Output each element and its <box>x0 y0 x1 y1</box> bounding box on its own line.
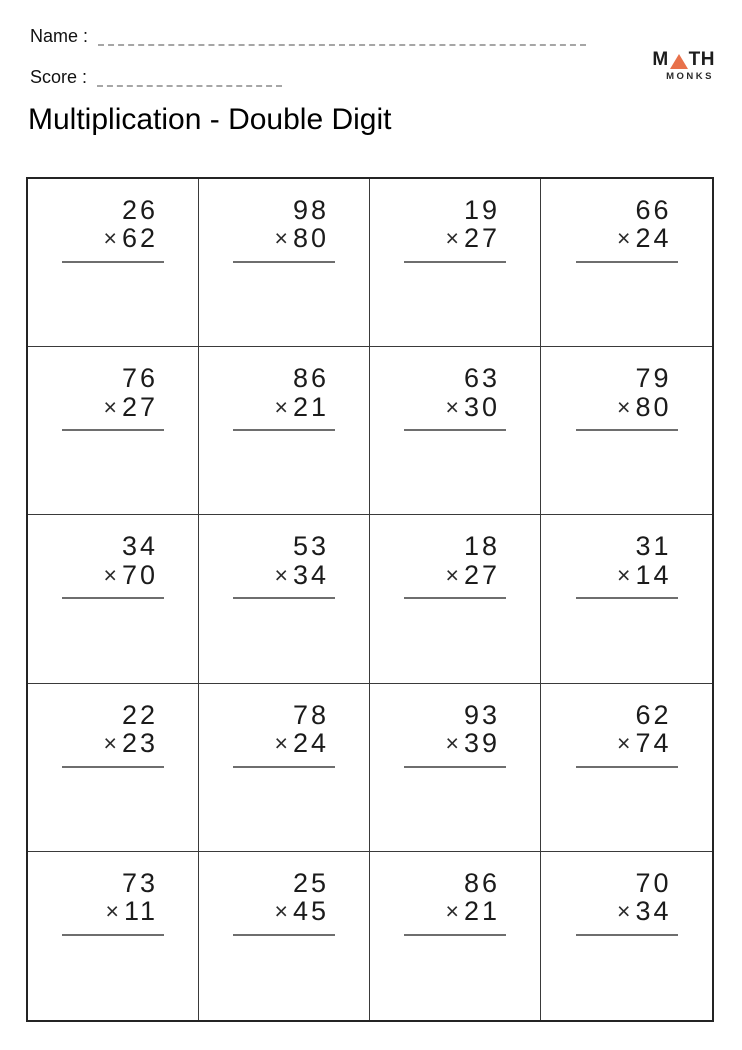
problem-cell <box>28 347 199 515</box>
multiplicand: 78 <box>292 699 329 730</box>
multiply-sign: × <box>274 729 288 756</box>
answer-line <box>576 766 678 768</box>
score-field-row <box>30 67 282 89</box>
multiplicand: 26 <box>121 195 158 225</box>
multiplier-row <box>233 393 335 423</box>
multiplier: 11 <box>123 896 158 927</box>
answer-line <box>576 429 678 431</box>
multiplication-problem <box>576 701 678 768</box>
multiplication-problem <box>576 364 678 431</box>
multiplicand: 63 <box>463 363 500 394</box>
multiplier-row <box>404 224 506 254</box>
problem-cell <box>199 347 370 515</box>
answer-line <box>576 261 678 263</box>
answer-line <box>233 429 335 431</box>
name-field-row <box>30 26 586 48</box>
multiplier-row <box>62 393 164 423</box>
answer-line <box>62 934 164 936</box>
multiply-sign: × <box>274 898 288 925</box>
multiplicand: 76 <box>121 363 158 394</box>
multiply-sign: × <box>445 225 459 252</box>
multiplication-problem <box>233 532 335 599</box>
multiplier: 27 <box>121 391 158 422</box>
multiplier-row <box>233 897 335 927</box>
multiplicand: 62 <box>635 699 672 730</box>
answer-line <box>62 429 164 431</box>
multiplier-row <box>233 729 335 759</box>
multiply-sign: × <box>274 561 288 588</box>
multiplier: 24 <box>635 223 672 254</box>
multiplicand: 66 <box>635 195 672 225</box>
page-title: Multiplication - Double Digit <box>28 103 392 136</box>
multiplicand: 22 <box>121 699 158 730</box>
multiplier: 23 <box>121 727 158 758</box>
problem-cell <box>370 684 541 852</box>
multiply-sign: × <box>274 225 288 252</box>
multiplier: 21 <box>463 896 500 927</box>
problem-cell <box>199 515 370 683</box>
multiply-sign: × <box>617 561 631 588</box>
answer-line <box>233 934 335 936</box>
answer-line <box>404 429 506 431</box>
math-monks-logo <box>652 50 715 82</box>
multiplicand: 25 <box>292 867 329 898</box>
multiplication-problem <box>404 532 506 599</box>
multiplier-row <box>404 561 506 591</box>
logo-subtitle: MONKS <box>666 71 714 82</box>
answer-line <box>404 766 506 768</box>
multiplier: 45 <box>292 896 329 927</box>
logo-main-text <box>652 50 715 69</box>
multiply-sign: × <box>445 898 459 925</box>
answer-line <box>62 261 164 263</box>
multiplier-row <box>404 729 506 759</box>
multiplier-row <box>576 393 678 423</box>
answer-line <box>62 597 164 599</box>
multiplicand: 19 <box>463 195 500 225</box>
multiplier: 74 <box>635 727 672 758</box>
multiply-sign: × <box>274 393 288 420</box>
problem-cell <box>28 684 199 852</box>
problem-cell <box>370 852 541 1020</box>
problem-cell <box>370 515 541 683</box>
multiply-sign: × <box>445 561 459 588</box>
score-blank-line <box>97 67 282 87</box>
multiply-sign: × <box>103 393 117 420</box>
problem-cell <box>199 179 370 347</box>
problem-cell <box>199 684 370 852</box>
multiply-sign: × <box>445 393 459 420</box>
problems-grid <box>26 177 714 1022</box>
multiplicand: 86 <box>292 363 329 394</box>
problem-cell <box>541 515 712 683</box>
multiplication-problem <box>62 364 164 431</box>
multiplier: 80 <box>635 391 672 422</box>
multiplicand: 34 <box>121 531 158 562</box>
multiply-sign: × <box>103 561 117 588</box>
multiplier-row <box>62 561 164 591</box>
answer-line <box>576 597 678 599</box>
answer-line <box>233 261 335 263</box>
multiplier: 14 <box>635 559 672 590</box>
multiplication-problem <box>404 869 506 936</box>
multiplicand: 70 <box>635 867 672 898</box>
multiply-sign: × <box>617 898 631 925</box>
multiplication-problem <box>233 196 335 263</box>
multiplier: 34 <box>635 896 672 927</box>
multiplication-problem <box>62 869 164 936</box>
multiply-sign: × <box>445 729 459 756</box>
multiplier: 34 <box>292 559 329 590</box>
multiply-sign: × <box>105 898 119 925</box>
orange-triangle-icon <box>670 54 688 69</box>
multiplier-row <box>576 224 678 254</box>
problem-cell <box>28 515 199 683</box>
logo-th: TH <box>688 49 715 70</box>
multiplication-problem <box>404 196 506 263</box>
problem-cell <box>28 852 199 1020</box>
multiplier: 39 <box>463 727 500 758</box>
multiplicand: 86 <box>463 867 500 898</box>
problem-cell <box>370 179 541 347</box>
multiplicand: 18 <box>463 531 500 562</box>
problem-cell <box>541 347 712 515</box>
multiplication-problem <box>62 196 164 263</box>
multiplier: 27 <box>463 559 500 590</box>
multiply-sign: × <box>103 729 117 756</box>
problem-cell <box>541 179 712 347</box>
problem-cell <box>28 179 199 347</box>
multiplication-problem <box>404 701 506 768</box>
answer-line <box>404 261 506 263</box>
problem-cell <box>541 852 712 1020</box>
multiplication-problem <box>576 532 678 599</box>
multiplier: 21 <box>292 391 329 422</box>
multiply-sign: × <box>617 729 631 756</box>
name-blank-line <box>98 26 586 46</box>
multiplier: 30 <box>463 391 500 422</box>
multiplier-row <box>576 897 678 927</box>
multiplicand: 79 <box>635 363 672 394</box>
multiplication-problem <box>233 701 335 768</box>
multiplicand: 73 <box>121 867 158 898</box>
multiplier-row <box>576 729 678 759</box>
multiplication-problem <box>233 869 335 936</box>
multiplier-row <box>576 561 678 591</box>
multiplication-problem <box>233 364 335 431</box>
multiplier-row <box>233 561 335 591</box>
multiplication-problem <box>404 364 506 431</box>
logo-m: M <box>652 49 669 70</box>
multiplier: 80 <box>292 223 329 254</box>
name-label: Name : <box>30 26 89 47</box>
multiplicand: 53 <box>292 531 329 562</box>
answer-line <box>576 934 678 936</box>
answer-line <box>404 597 506 599</box>
answer-line <box>233 766 335 768</box>
score-label: Score : <box>30 67 88 88</box>
multiplication-problem <box>576 869 678 936</box>
multiplier: 24 <box>292 727 329 758</box>
multiplier-row <box>62 897 164 927</box>
multiplier-row <box>404 897 506 927</box>
multiply-sign: × <box>617 393 631 420</box>
multiply-sign: × <box>617 225 631 252</box>
answer-line <box>233 597 335 599</box>
answer-line <box>404 934 506 936</box>
multiplicand: 31 <box>635 531 672 562</box>
multiplier-row <box>233 224 335 254</box>
multiplier: 70 <box>121 559 158 590</box>
multiplier-row <box>62 729 164 759</box>
problem-cell <box>541 684 712 852</box>
multiplier: 27 <box>463 223 500 254</box>
multiplication-problem <box>62 532 164 599</box>
answer-line <box>62 766 164 768</box>
multiplicand: 93 <box>463 699 500 730</box>
multiply-sign: × <box>103 225 117 252</box>
problem-cell <box>370 347 541 515</box>
multiplication-problem <box>62 701 164 768</box>
multiplication-problem <box>576 196 678 263</box>
multiplicand: 98 <box>292 195 329 225</box>
multiplier-row <box>404 393 506 423</box>
multiplier: 62 <box>121 223 158 254</box>
problem-cell <box>199 852 370 1020</box>
multiplier-row <box>62 224 164 254</box>
